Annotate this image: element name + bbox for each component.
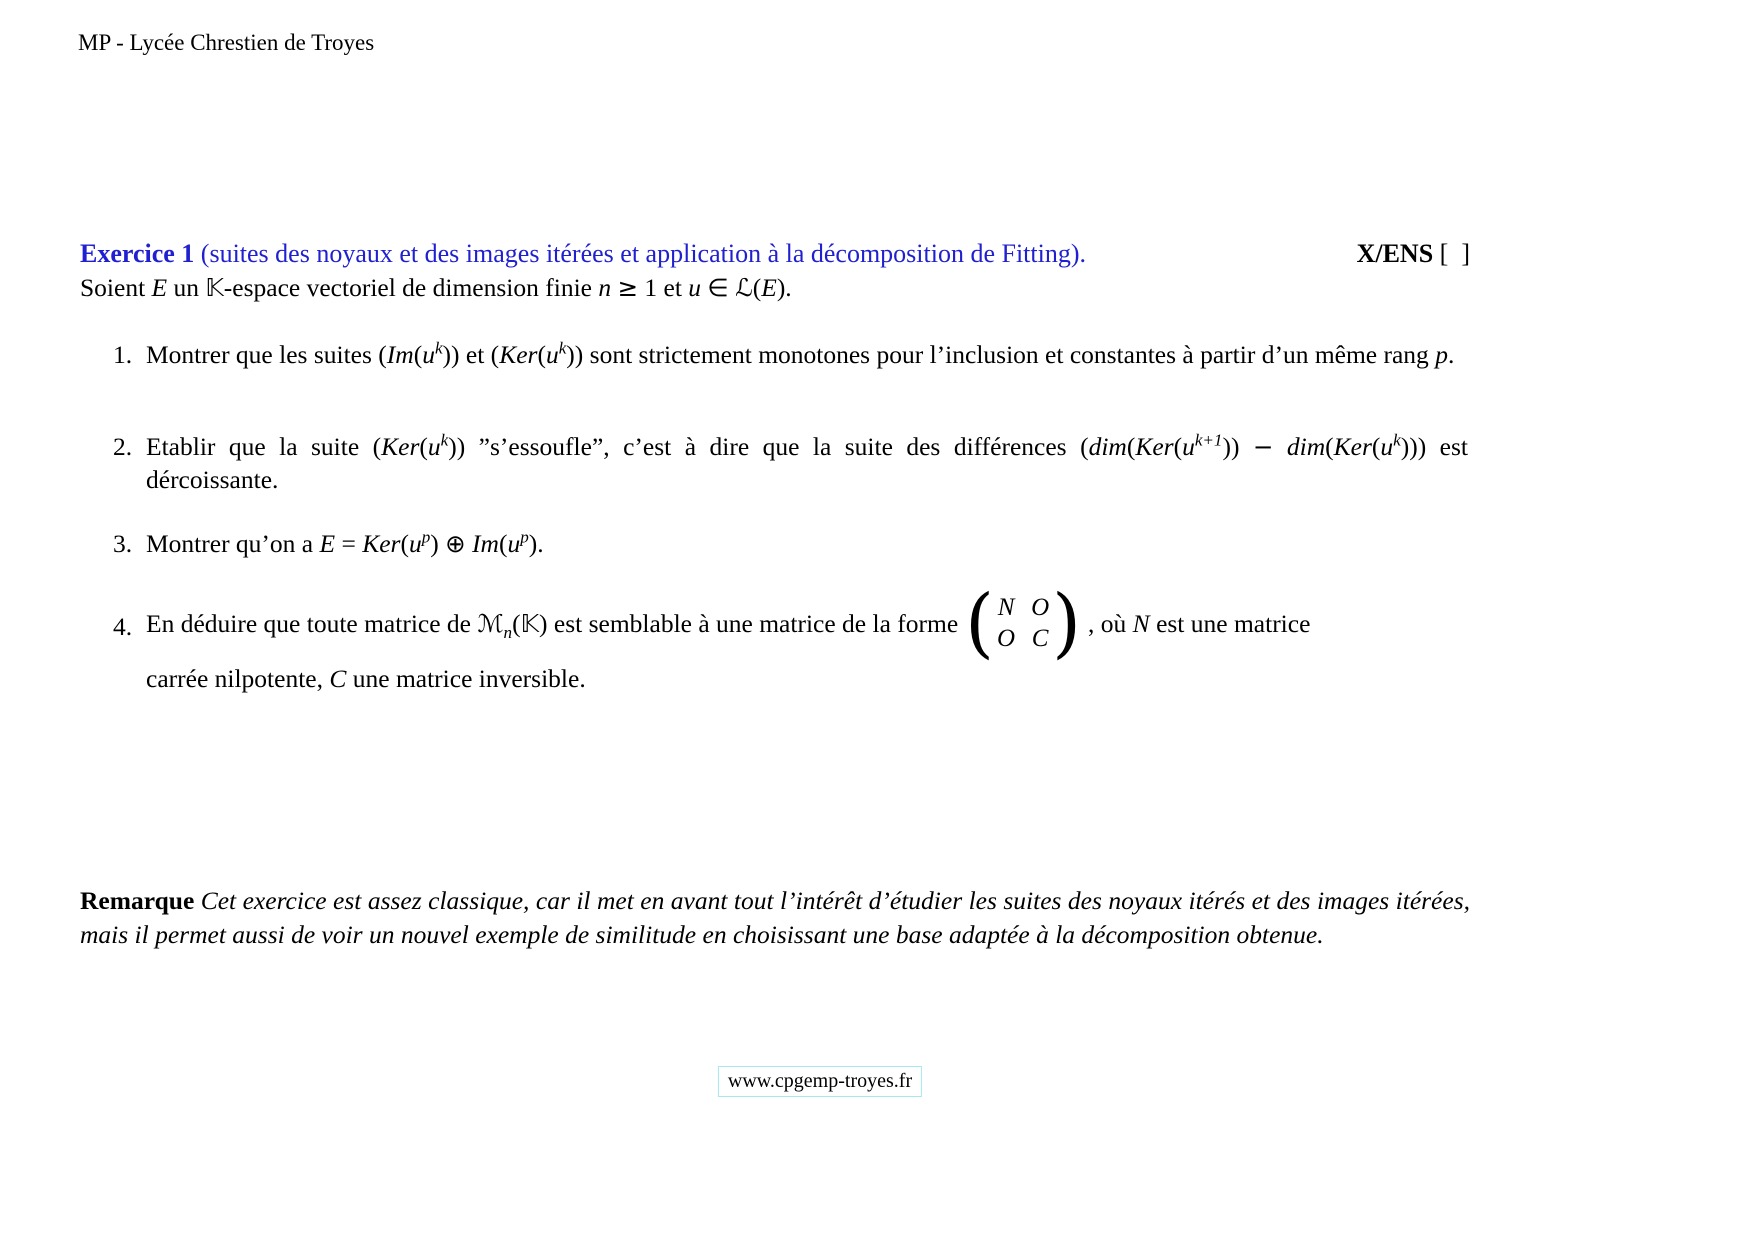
exercise-source-tag: X/ENS [ ]: [1356, 239, 1470, 268]
list-item-2: [113, 430, 1468, 496]
matrix-right-paren: ): [1052, 579, 1082, 667]
item-text-line-2: carrée nilpotente, C une matrice inversible.: [146, 664, 586, 693]
item-number: 1.: [113, 340, 133, 369]
exercise-title-line: [80, 237, 1470, 271]
footer-link[interactable]: www.cpgemp-troyes.fr: [727, 1070, 913, 1092]
list-item-4: [113, 579, 1468, 695]
list-item-3: [113, 527, 1468, 560]
item-text-line-1: [146, 579, 1468, 667]
exercise-header-block: [80, 237, 1470, 305]
matrix-cell: O: [997, 625, 1016, 652]
item-text: Montrer que les suites $(Im(u^k))$ et $(Ker(u^k))$ sont strictement monotones pour l’inclusion et constantes à partir d’un même rang p.: [146, 338, 1455, 369]
item-number: 4.: [113, 612, 133, 641]
item-number: 3.: [113, 529, 133, 558]
remark-paragraph: Remarque Cet exercice est assez classique, car il met en avant tout l’intérêt d’étudier les suites des noyaux itérés et des images itérées, mais il permet aussi de voir un nouvel exemple de similitude en choisissant une base adaptée à la décomposition obtenue.: [80, 886, 1470, 949]
exercise-title: Exercice 1 (suites des noyaux et des images itérées et application à la décomposition de Fitting).: [80, 239, 1087, 268]
exercise-intro: Soient E un 𝕂-espace vectoriel de dimension finie n ≥ 1 et u ∈ ℒ(E).: [80, 273, 792, 302]
matrix-cell: C: [1031, 625, 1049, 652]
matrix-cell: N: [997, 594, 1015, 621]
footer-box: [718, 1066, 922, 1097]
item-text: Montrer qu’on a $E = Ker(u^p)$ ⊕ $Im(u^p)$.: [146, 527, 544, 558]
item-text-after-matrix: , où N est une matrice: [1088, 608, 1311, 638]
matrix-left-paren: (: [965, 579, 995, 667]
item-number: 2.: [113, 432, 133, 461]
item-text-before-matrix: En déduire que toute matrice de ℳ$_n$(𝕂) est semblable à une matrice de la forme: [146, 608, 959, 642]
matrix-cell: O: [1031, 594, 1050, 621]
list-item-1: [113, 338, 1468, 371]
item-text: Etablir que la suite $(Ker(u^k))$ ”s’essoufle”, c’est à dire que la suite des différences $(dim(Ker(u^{k+1})) - dim(Ker(u^k)))$ est dércoissante.: [146, 430, 1469, 494]
page-header: MP - Lycée Chrestien de Troyes: [78, 30, 375, 55]
matrix-cells: [994, 592, 1052, 654]
block-matrix: [965, 579, 1082, 667]
